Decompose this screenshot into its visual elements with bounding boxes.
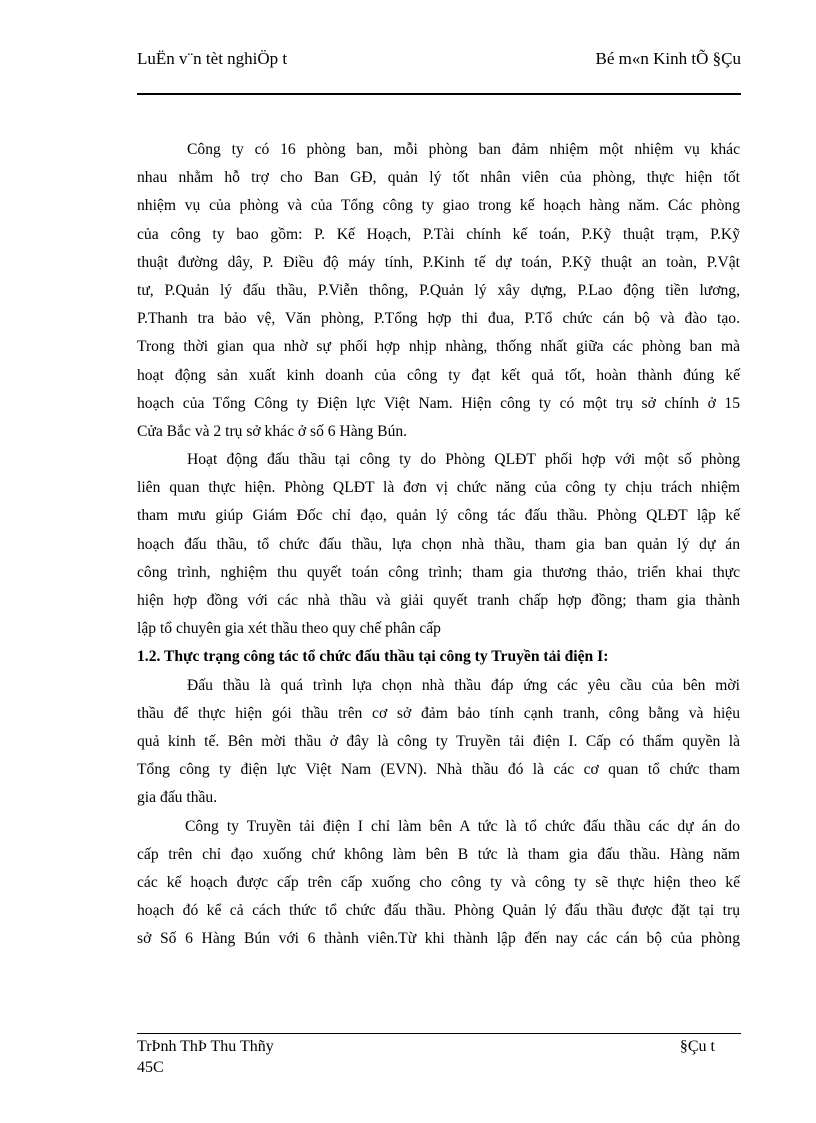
header-rule — [137, 93, 741, 95]
footer-right-label: §Çu t — [679, 1038, 715, 1055]
paragraph-line: cấp trên chỉ đạo xuống chứ không làm bên B tức là tham gia đấu thầu. Hàng năm — [137, 845, 740, 863]
paragraph-line: lập tổ chuyên gia xét thầu theo quy chế phân cấp — [137, 620, 441, 638]
footer-rule — [137, 1033, 741, 1034]
paragraph-line: Hoạt động đấu thầu tại công ty do Phòng QLĐT phối hợp với một số phòng — [187, 451, 740, 469]
section-heading: 1.2. Thực trạng công tác tổ chức đấu thầu tại công ty Truyền tải điện I: — [137, 648, 609, 666]
header-left-title: LuËn v¨n tèt nghiÖp t — [137, 49, 288, 68]
page-footer — [137, 1036, 741, 1078]
paragraph-line: hoạch đấu thầu, tổ chức đấu thầu, lựa chọn nhà thầu, tham gia ban quản lý dự án — [137, 535, 740, 553]
paragraph-line: nhiệm vụ của phòng và của Tổng công ty giao trong kế hoạch hàng năm. Các phòng — [137, 197, 740, 215]
paragraph-line: tư, P.Quản lý đấu thầu, P.Viễn thông, P.Quản lý xây dựng, P.Lao động tiền lương, — [137, 281, 740, 299]
paragraph-line: Công ty Truyền tải điện I chỉ làm bên A tức là tổ chức đấu thầu các dự án do — [185, 817, 740, 835]
paragraph-line: của công ty bao gồm: P. Kế Hoạch, P.Tài chính kế toán, P.Kỹ thuật trạm, P.Kỹ — [137, 225, 740, 243]
footer-author: TrÞnh ThÞ Thu Thñy 45C — [137, 1038, 274, 1076]
paragraph-line: Trong thời gian qua nhờ sự phối hợp nhịp nhàng, thống nhất giữa các phòng ban mà — [137, 338, 740, 356]
header-right-title: Bé m«n Kinh tÕ §Çu — [595, 49, 741, 68]
paragraph-line: liên quan thực hiện. Phòng QLĐT là đơn vị chức năng của công ty chịu trách nhiệm — [137, 479, 740, 497]
paragraph-line: Công ty có 16 phòng ban, mỗi phòng ban đảm nhiệm một nhiệm vụ khác — [187, 141, 740, 158]
paragraph-line: tham mưu giúp Giám Đốc chỉ đạo, quản lý công tác đấu thầu. Phòng QLĐT lập kế — [137, 507, 740, 525]
paragraph-line: các kế hoạch được cấp trên cấp xuống cho công ty và công ty sẽ thực hiện theo kế — [137, 873, 740, 891]
paragraph-line: nhau nhằm hỗ trợ cho Ban GĐ, quản lý tốt nhân viên của phòng, thực hiện tốt — [137, 169, 740, 187]
paragraph-line: Đấu thầu là quá trình lựa chọn nhà thầu đáp ứng các yêu cầu của bên mời — [187, 676, 740, 694]
paragraph-line: công trình, nghiệm thu quyết toán công trình; tham gia thương thảo, triển khai thực — [137, 563, 740, 581]
paragraph-line: Tổng công ty điện lực Việt Nam (EVN). Nhà thầu đó là các cơ quan tổ chức tham — [137, 761, 740, 779]
paragraph-line: thầu để thực hiện gói thầu trên cơ sở đảm bảo tính cạnh tranh, công bằng và hiệu — [137, 704, 740, 722]
paragraph-line: hiện hợp đồng với các nhà thầu và giải quyết tranh chấp hợp đồng; tham gia thành — [137, 592, 740, 609]
paragraph-line: thuật đường dây, P. Điều độ máy tính, P.Kinh tế dự toán, P.Kỹ thuật an toàn, P.Vật — [137, 253, 740, 271]
document-body — [137, 136, 740, 953]
paragraph-line: hoạch của Tổng Công ty Điện lực Việt Nam. Hiện công ty có một trụ sở chính ở 15 — [137, 394, 740, 412]
paragraph-line: quả kinh tế. Bên mời thầu ở đây là công ty Truyền tải điện I. Cấp có thẩm quyền là — [137, 732, 740, 750]
paragraph-line: Cửa Bắc và 2 trụ sở khác ở số 6 Hàng Bún. — [137, 422, 408, 440]
paragraph-line: gia đấu thầu. — [137, 789, 218, 807]
paragraph-line: hoạt động sản xuất kinh doanh của công ty đạt kết quả tốt, hoàn thành đúng kế — [137, 366, 740, 384]
paragraph-line: hoạch đó kể cả cách thức tổ chức đấu thầu. Phòng Quản lý đấu thầu được đặt tại trụ — [137, 902, 740, 920]
paragraph-line: P.Thanh tra bảo vệ, Văn phòng, P.Tổng hợp thi đua, P.Tổ chức cán bộ và đào tạo. — [137, 310, 740, 328]
paragraph-line: sở Số 6 Hàng Bún với 6 thành viên.Từ khi thành lập đến nay các cán bộ của phòng — [137, 930, 740, 948]
